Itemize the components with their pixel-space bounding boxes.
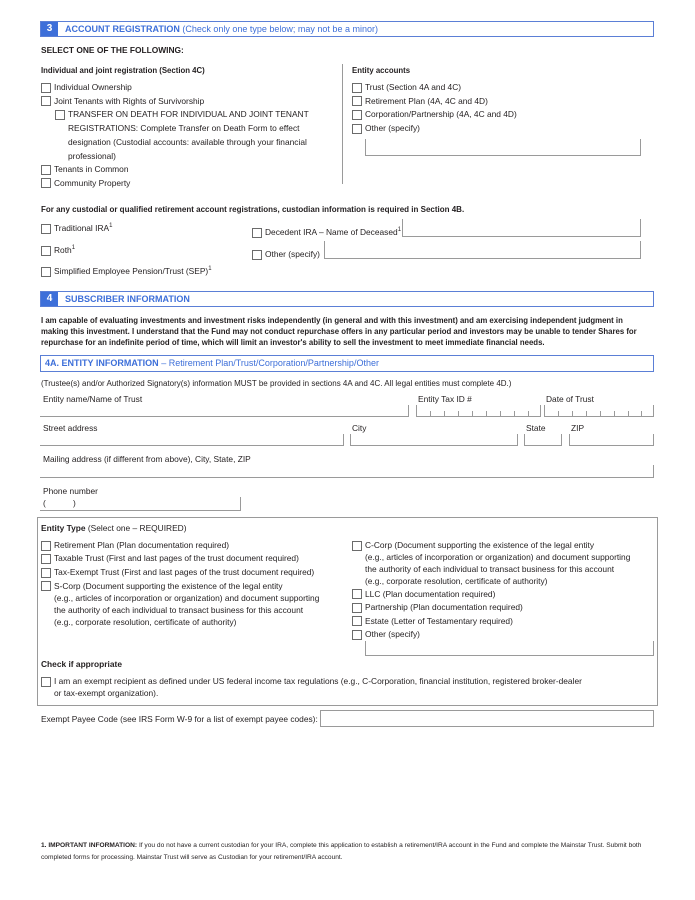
exempt-recipient-checkbox[interactable]	[41, 677, 51, 687]
entity-other-specify-field[interactable]	[365, 139, 641, 156]
option-label: Traditional IRA$^1$	[54, 223, 113, 233]
digit-tick	[628, 411, 629, 417]
decedent-ira-checkbox[interactable]	[252, 228, 262, 238]
entity-type-other-specify-field[interactable]	[365, 641, 654, 656]
option-label: Roth$^1$	[54, 245, 76, 255]
community-property-checkbox[interactable]	[41, 178, 51, 188]
option-label: Corporation/Partnership (4A, 4C and 4D)	[365, 109, 517, 119]
section-4a-header	[40, 355, 654, 372]
zip-label: ZIP	[571, 423, 585, 433]
phone-label: Phone number	[43, 486, 98, 496]
entity-type-heading: Entity Type (Select one – REQUIRED)	[41, 523, 187, 533]
entity-type-llc-checkbox[interactable]	[352, 589, 362, 599]
digit-tick	[614, 411, 615, 417]
entity-type-estate-checkbox[interactable]	[352, 616, 362, 626]
option-label: Other (specify)	[265, 249, 320, 259]
date-of-trust-label: Date of Trust	[546, 394, 594, 404]
section-number: 4	[41, 292, 58, 306]
entity-type-retirement-plan-checkbox[interactable]	[41, 541, 51, 551]
digit-tick	[486, 411, 487, 417]
entity-type-taxable-trust-checkbox[interactable]	[41, 554, 51, 564]
statement-line: making this investment. I understand that the Fund may not conduct repurchase offers in any particular period and investors may be unable to tender Shares for	[41, 327, 637, 336]
entity-other-checkbox[interactable]	[352, 124, 362, 134]
option-label: the authority of each individual to transact business for this account	[54, 605, 304, 615]
transfer-on-death-checkbox[interactable]	[55, 110, 65, 120]
custodial-note: For any custodial or qualified retirement account registrations, custodian information is required in Section 4B.	[41, 205, 465, 214]
option-label: Individual Ownership	[54, 82, 132, 92]
section-4-header	[40, 291, 654, 307]
phone-paren-close: )	[73, 498, 76, 508]
city-field[interactable]	[350, 434, 518, 446]
column-divider	[342, 64, 343, 184]
option-label: Retirement Plan (Plan documentation required)	[54, 540, 230, 550]
digit-tick	[572, 411, 573, 417]
phone-paren-open: (	[43, 498, 46, 508]
check-if-appropriate-heading: Check if appropriate	[41, 659, 122, 669]
state-label: State	[526, 423, 546, 433]
exempt-payee-label: Exempt Payee Code (see IRS Form W-9 for a list of exempt payee codes):	[41, 714, 318, 724]
option-label: LLC (Plan documentation required)	[365, 589, 496, 599]
exempt-recipient-label: I am an exempt recipient as defined under US federal income tax regulations (e.g., C-Corporation, financial institution, registered broker-dealer	[54, 676, 582, 686]
option-label: Taxable Trust (First and last pages of the trust document required)	[54, 553, 299, 563]
option-label: (e.g., corporate resolution, certificate of authority)	[54, 617, 237, 627]
option-label: Estate (Letter of Testamentary required)	[365, 616, 513, 626]
exempt-recipient-label: or tax-exempt organization).	[54, 688, 159, 698]
digit-tick	[444, 411, 445, 417]
digit-tick	[500, 411, 501, 417]
zip-field[interactable]	[569, 434, 654, 446]
digit-tick	[458, 411, 459, 417]
entity-type-c-corp-checkbox[interactable]	[352, 541, 362, 551]
section-3-header	[40, 21, 654, 37]
option-label: designation (Custodial accounts: available through your financial	[68, 137, 307, 147]
individual-ownership-checkbox[interactable]	[41, 83, 51, 93]
street-field[interactable]	[40, 434, 344, 446]
section-title: SUBSCRIBER INFORMATION	[65, 294, 190, 304]
sep-checkbox[interactable]	[41, 267, 51, 277]
traditional-ira-checkbox[interactable]	[41, 224, 51, 234]
option-label: (e.g., articles of incorporation or organization) and document supporting	[54, 593, 320, 603]
state-field[interactable]	[524, 434, 562, 446]
option-label: Decedent IRA – Name of Deceased$^1$	[265, 227, 402, 237]
statement-line: I am capable of evaluating investments and investment risks independently (in general and with this investment) and am exercising independent judgment in	[41, 316, 623, 325]
digit-tick	[430, 411, 431, 417]
option-label: S-Corp (Document supporting the existence of the legal entity	[54, 581, 283, 591]
option-label: (e.g., articles of incorporation or organization) and document supporting	[365, 552, 631, 562]
city-label: City	[352, 423, 367, 433]
option-label: Retirement Plan (4A, 4C and 4D)	[365, 96, 488, 106]
digit-tick	[558, 411, 559, 417]
option-label: Tenants in Common	[54, 164, 129, 174]
corporation-partnership-checkbox[interactable]	[352, 110, 362, 120]
section-title: 4A. ENTITY INFORMATION – Retirement Plan/Trust/Corporation/Partnership/Other	[45, 358, 379, 368]
deceased-name-field[interactable]	[402, 219, 641, 237]
option-label: Joint Tenants with Rights of Survivorship	[54, 96, 205, 106]
option-label: Tax-Exempt Trust (First and last pages of the trust document required)	[54, 567, 315, 577]
digit-tick	[472, 411, 473, 417]
footnote-line: 1. IMPORTANT INFORMATION: If you do not have a current custodian for your IRA, complete this application to establish a retirement/IRA account in the Fund and complete the Mainstar Trust. Submit both	[41, 842, 642, 849]
select-one-label: SELECT ONE OF THE FOLLOWING:	[41, 45, 184, 55]
roth-checkbox[interactable]	[41, 246, 51, 256]
entity-type-tax-exempt-trust-checkbox[interactable]	[41, 568, 51, 578]
option-label: Other (specify)	[365, 123, 420, 133]
option-label: TRANSFER ON DEATH FOR INDIVIDUAL AND JOINT TENANT	[68, 109, 309, 119]
digit-tick	[641, 411, 642, 417]
custodial-other-checkbox[interactable]	[252, 250, 262, 260]
footnote-line: completed forms for processing. Mainstar Trust will serve as Custodian for your retirement/IRA account.	[41, 854, 343, 861]
exempt-payee-code-field[interactable]	[320, 710, 654, 727]
option-label: REGISTRATIONS: Complete Transfer on Death Form to effect	[68, 123, 300, 133]
entity-info-note: (Trustee(s) and/or Authorized Signatory(s) information MUST be provided in sections 4A and 4C. All legal entities must complete 4D.)	[41, 379, 512, 388]
trust-checkbox[interactable]	[352, 83, 362, 93]
retirement-plan-checkbox[interactable]	[352, 96, 362, 106]
statement-line: repurchase for an indefinite period of time, which will limit an investor's ability to sell the investment to meet immediate financial needs.	[41, 338, 545, 347]
tenants-in-common-checkbox[interactable]	[41, 165, 51, 175]
option-label: C-Corp (Document supporting the existence of the legal entity	[365, 540, 595, 550]
option-label: Trust (Section 4A and 4C)	[365, 82, 462, 92]
digit-tick	[528, 411, 529, 417]
individual-heading: Individual and joint registration (Section 4C)	[41, 66, 205, 75]
mailing-address-field[interactable]	[40, 465, 654, 478]
option-label: Partnership (Plan documentation required)	[365, 602, 523, 612]
option-label: the authority of each individual to transact business for this account	[365, 564, 615, 574]
entity-name-field[interactable]	[40, 405, 409, 417]
entity-name-label: Entity name/Name of Trust	[43, 394, 143, 404]
digit-tick	[586, 411, 587, 417]
option-label: Community Property	[54, 178, 131, 188]
custodial-other-specify-field[interactable]	[324, 241, 641, 259]
entity-heading: Entity accounts	[352, 66, 411, 75]
digit-tick	[514, 411, 515, 417]
tax-id-field[interactable]	[416, 405, 541, 417]
option-label: professional)	[68, 151, 116, 161]
tax-id-label: Entity Tax ID #	[418, 394, 472, 404]
date-of-trust-field[interactable]	[544, 405, 654, 417]
mailing-label: Mailing address (if different from above), City, State, ZIP	[43, 454, 251, 464]
section-number: 3	[41, 22, 58, 36]
entity-type-other-checkbox[interactable]	[352, 630, 362, 640]
phone-field[interactable]	[40, 497, 241, 511]
option-label: Other (specify)	[365, 629, 420, 639]
option-label: (e.g., corporate resolution, certificate of authority)	[365, 576, 548, 586]
section-title: ACCOUNT REGISTRATION (Check only one type below; may not be a minor)	[65, 24, 378, 34]
joint-tenants-checkbox[interactable]	[41, 96, 51, 106]
street-label: Street address	[43, 423, 98, 433]
entity-type-partnership-checkbox[interactable]	[352, 603, 362, 613]
entity-type-s-corp-checkbox[interactable]	[41, 581, 51, 591]
digit-tick	[600, 411, 601, 417]
option-label: Simplified Employee Pension/Trust (SEP)$^1$	[54, 266, 212, 276]
